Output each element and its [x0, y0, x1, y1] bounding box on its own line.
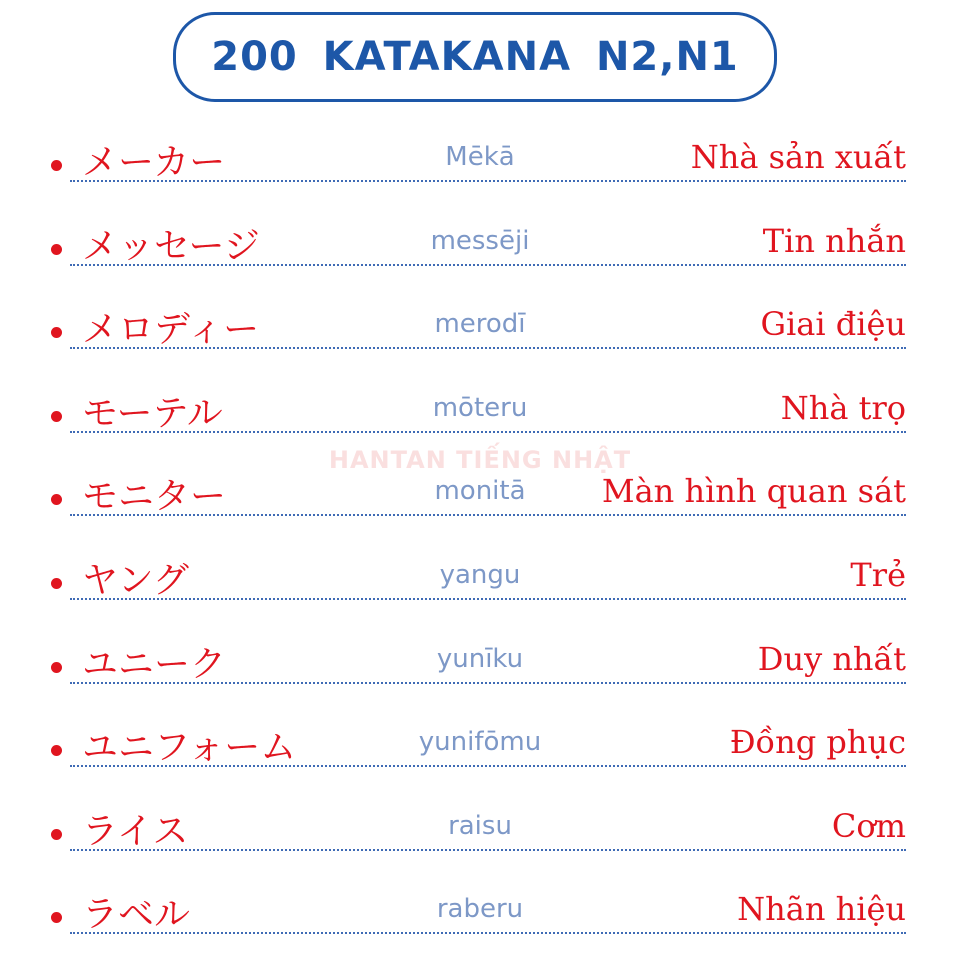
- vietnamese-meaning: Nhà trọ: [780, 388, 906, 427]
- bullet-icon: [51, 912, 62, 923]
- romaji-reading: raisu: [448, 810, 512, 841]
- dotted-divider: [70, 347, 906, 349]
- katakana-word: ライス: [82, 810, 189, 852]
- vocab-row: [0, 882, 960, 960]
- dotted-divider: [70, 431, 906, 433]
- dotted-divider: [70, 180, 906, 182]
- bullet-icon: [51, 494, 62, 505]
- vietnamese-meaning: Nhãn hiệu: [737, 890, 906, 929]
- vietnamese-meaning: Tin nhắn: [762, 221, 906, 260]
- dotted-divider: [70, 598, 906, 600]
- bullet-icon: [51, 829, 62, 840]
- dotted-divider: [70, 932, 906, 934]
- vocab-row: [0, 548, 960, 632]
- katakana-word: メッセージ: [82, 225, 260, 267]
- bullet-icon: [51, 578, 62, 589]
- vocab-row: [0, 715, 960, 799]
- katakana-word: メーカー: [82, 142, 226, 183]
- bullet-icon: [51, 327, 62, 338]
- vietnamese-meaning: Màn hình quan sát: [601, 472, 906, 511]
- romaji-reading: Mēkā: [445, 142, 515, 172]
- watermark: HANTAN TIẾNG NHẬT: [328, 446, 632, 474]
- katakana-word: モーテル: [82, 392, 223, 434]
- vietnamese-meaning: Đồng phục: [729, 723, 906, 762]
- vocab-row: [0, 214, 960, 298]
- katakana-word: ユニーク: [82, 643, 227, 685]
- vietnamese-meaning: Nhà sản xuất: [690, 138, 906, 176]
- page-title: 200 KATAKANA N2,N1: [211, 34, 739, 80]
- bullet-icon: [51, 411, 62, 422]
- katakana-word: メロディー: [82, 309, 260, 351]
- romaji-reading: mōteru: [432, 392, 528, 423]
- katakana-word: ラベル: [82, 894, 191, 936]
- romaji-reading: yunīku: [436, 643, 524, 674]
- dotted-divider: [70, 849, 906, 851]
- romaji-reading: messēji: [430, 225, 530, 256]
- romaji-reading: yunifōmu: [418, 727, 542, 758]
- dotted-divider: [70, 765, 906, 767]
- vocab-row: [0, 464, 960, 548]
- romaji-reading: yangu: [439, 559, 521, 590]
- bullet-icon: [51, 160, 62, 171]
- vocab-row: [0, 799, 960, 883]
- bullet-icon: [51, 662, 62, 673]
- vocab-list: [0, 130, 960, 960]
- dotted-divider: [70, 514, 906, 516]
- romaji-reading: raberu: [436, 894, 524, 925]
- katakana-word: ヤング: [82, 559, 189, 601]
- vocab-row: [0, 130, 960, 214]
- bullet-icon: [51, 745, 62, 756]
- romaji-reading: merodī: [434, 309, 526, 340]
- vietnamese-meaning: Giai điệu: [760, 305, 906, 344]
- katakana-word: モニター: [82, 476, 227, 518]
- vietnamese-meaning: Cơm: [831, 806, 906, 845]
- dotted-divider: [70, 682, 906, 684]
- bullet-icon: [51, 244, 62, 255]
- vocab-row: [0, 297, 960, 381]
- dotted-divider: [70, 264, 906, 266]
- vietnamese-meaning: Trẻ: [850, 555, 906, 594]
- vietnamese-meaning: Duy nhất: [757, 639, 906, 678]
- vocab-row: [0, 632, 960, 716]
- romaji-reading: monitā: [434, 476, 526, 507]
- katakana-word: ユニフォーム: [82, 727, 297, 769]
- vocab-row: [0, 381, 960, 465]
- title-banner: [173, 12, 777, 102]
